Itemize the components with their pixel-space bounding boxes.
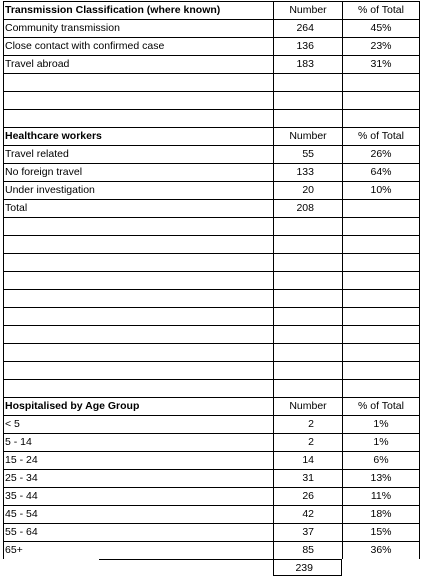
- row-pct[interactable]: 36%: [342, 542, 420, 559]
- empty-cell[interactable]: [342, 344, 420, 361]
- row-number[interactable]: 42: [273, 506, 342, 523]
- empty-cell[interactable]: [342, 362, 420, 379]
- row-label[interactable]: 35 - 44: [3, 488, 273, 505]
- section-header-healthcare: [3, 127, 420, 145]
- empty-cell[interactable]: [273, 236, 342, 253]
- empty-cell[interactable]: [3, 254, 273, 271]
- row-pct[interactable]: 18%: [342, 506, 420, 523]
- empty-row: [3, 379, 420, 397]
- empty-cell[interactable]: [342, 74, 420, 91]
- table-row: [3, 55, 420, 73]
- row-label[interactable]: 15 - 24: [3, 452, 273, 469]
- table-row: [3, 19, 420, 37]
- row-label[interactable]: < 5: [3, 416, 273, 433]
- empty-cell[interactable]: [273, 290, 342, 307]
- empty-cell[interactable]: [3, 344, 273, 361]
- empty-cell[interactable]: [3, 110, 273, 127]
- hospitalised-total[interactable]: 239: [273, 559, 342, 576]
- empty-cell[interactable]: [273, 254, 342, 271]
- table-row: [3, 487, 420, 505]
- empty-cell[interactable]: [3, 272, 273, 289]
- row-number[interactable]: 2: [273, 434, 342, 451]
- total-row: [3, 559, 420, 577]
- table-row: [3, 145, 420, 163]
- section-title[interactable]: Hospitalised by Age Group: [3, 398, 273, 415]
- row-label[interactable]: Travel abroad: [3, 56, 273, 73]
- empty-cell[interactable]: [3, 326, 273, 343]
- empty-cell[interactable]: [273, 326, 342, 343]
- table-row: [3, 505, 420, 523]
- row-pct[interactable]: [342, 200, 420, 217]
- column-header-number[interactable]: Number: [273, 128, 342, 145]
- row-number[interactable]: 37: [273, 524, 342, 541]
- row-number[interactable]: 26: [273, 488, 342, 505]
- empty-row: [3, 73, 420, 91]
- empty-row: [3, 109, 420, 127]
- row-number[interactable]: 208: [273, 200, 342, 217]
- row-pct[interactable]: 6%: [342, 452, 420, 469]
- row-pct[interactable]: 45%: [342, 20, 420, 37]
- spreadsheet: [3, 1, 420, 577]
- empty-cell[interactable]: [3, 218, 273, 235]
- empty-row: [3, 307, 420, 325]
- table-row: [3, 415, 420, 433]
- row-pct[interactable]: 1%: [342, 434, 420, 451]
- empty-cell[interactable]: [273, 362, 342, 379]
- row-label[interactable]: Under investigation: [3, 182, 273, 199]
- section-header-transmission: [3, 1, 420, 19]
- empty-row: [3, 271, 420, 289]
- empty-row: [3, 235, 420, 253]
- row-number[interactable]: 133: [273, 164, 342, 181]
- empty-cell[interactable]: [3, 92, 273, 109]
- empty-cell[interactable]: [273, 272, 342, 289]
- table-row: [3, 37, 420, 55]
- total-underline: [99, 559, 273, 560]
- row-label[interactable]: 65+: [3, 542, 273, 559]
- row-number[interactable]: 2: [273, 416, 342, 433]
- column-header-number[interactable]: Number: [273, 398, 342, 415]
- empty-cell[interactable]: [273, 308, 342, 325]
- row-label[interactable]: Total: [3, 200, 273, 217]
- row-number[interactable]: 183: [273, 56, 342, 73]
- section-title[interactable]: Healthcare workers: [3, 128, 273, 145]
- row-pct[interactable]: 64%: [342, 164, 420, 181]
- column-header-pct[interactable]: % of Total: [342, 2, 420, 19]
- empty-row: [3, 361, 420, 379]
- table-row: [3, 451, 420, 469]
- row-number[interactable]: 264: [273, 20, 342, 37]
- empty-cell[interactable]: [342, 326, 420, 343]
- empty-cell[interactable]: [273, 92, 342, 109]
- empty-cell[interactable]: [342, 218, 420, 235]
- row-label[interactable]: 5 - 14: [3, 434, 273, 451]
- row-pct[interactable]: 23%: [342, 38, 420, 55]
- row-pct[interactable]: 31%: [342, 56, 420, 73]
- empty-row: [3, 217, 420, 235]
- row-pct[interactable]: 11%: [342, 488, 420, 505]
- section-title[interactable]: Transmission Classification (where known): [3, 2, 273, 19]
- column-header-pct[interactable]: % of Total: [342, 398, 420, 415]
- row-label[interactable]: No foreign travel: [3, 164, 273, 181]
- empty-cell[interactable]: [3, 308, 273, 325]
- column-header-number[interactable]: Number: [273, 2, 342, 19]
- row-number[interactable]: 55: [273, 146, 342, 163]
- empty-cell[interactable]: [3, 236, 273, 253]
- empty-cell[interactable]: [273, 110, 342, 127]
- empty-cell[interactable]: [273, 74, 342, 91]
- empty-cell[interactable]: [3, 290, 273, 307]
- empty-cell[interactable]: [3, 74, 273, 91]
- row-number[interactable]: 136: [273, 38, 342, 55]
- table-row: [3, 523, 420, 541]
- row-label[interactable]: Travel related: [3, 146, 273, 163]
- empty-cell[interactable]: [342, 290, 420, 307]
- empty-cell[interactable]: [342, 110, 420, 127]
- empty-cell[interactable]: [342, 380, 420, 397]
- empty-cell[interactable]: [273, 344, 342, 361]
- empty-cell[interactable]: [342, 308, 420, 325]
- row-number[interactable]: 31: [273, 470, 342, 487]
- row-pct[interactable]: 10%: [342, 182, 420, 199]
- empty-row: [3, 289, 420, 307]
- empty-cell[interactable]: [342, 236, 420, 253]
- table-row: [3, 433, 420, 451]
- table-row-total: [3, 199, 420, 217]
- row-number[interactable]: 14: [273, 452, 342, 469]
- empty-row: [3, 253, 420, 271]
- empty-row: [3, 325, 420, 343]
- table-row: [3, 469, 420, 487]
- empty-cell[interactable]: [273, 380, 342, 397]
- empty-row: [3, 91, 420, 109]
- row-pct[interactable]: 13%: [342, 470, 420, 487]
- row-pct[interactable]: 26%: [342, 146, 420, 163]
- table-row: [3, 181, 420, 199]
- row-label[interactable]: 25 - 34: [3, 470, 273, 487]
- row-label[interactable]: Close contact with confirmed case: [3, 38, 273, 55]
- empty-cell[interactable]: [342, 272, 420, 289]
- column-header-pct[interactable]: % of Total: [342, 128, 420, 145]
- empty-cell[interactable]: [342, 254, 420, 271]
- empty-cell[interactable]: [273, 218, 342, 235]
- row-number[interactable]: 85: [273, 542, 342, 559]
- table-row: [3, 163, 420, 181]
- row-pct[interactable]: 15%: [342, 524, 420, 541]
- empty-cell[interactable]: [342, 92, 420, 109]
- row-label[interactable]: 45 - 54: [3, 506, 273, 523]
- row-label[interactable]: Community transmission: [3, 20, 273, 37]
- row-number[interactable]: 20: [273, 182, 342, 199]
- empty-cell[interactable]: [3, 362, 273, 379]
- empty-cell[interactable]: [3, 380, 273, 397]
- row-label[interactable]: 55 - 64: [3, 524, 273, 541]
- table-row: [3, 541, 420, 559]
- empty-row: [3, 343, 420, 361]
- row-pct[interactable]: 1%: [342, 416, 420, 433]
- section-header-hospitalised: [3, 397, 420, 415]
